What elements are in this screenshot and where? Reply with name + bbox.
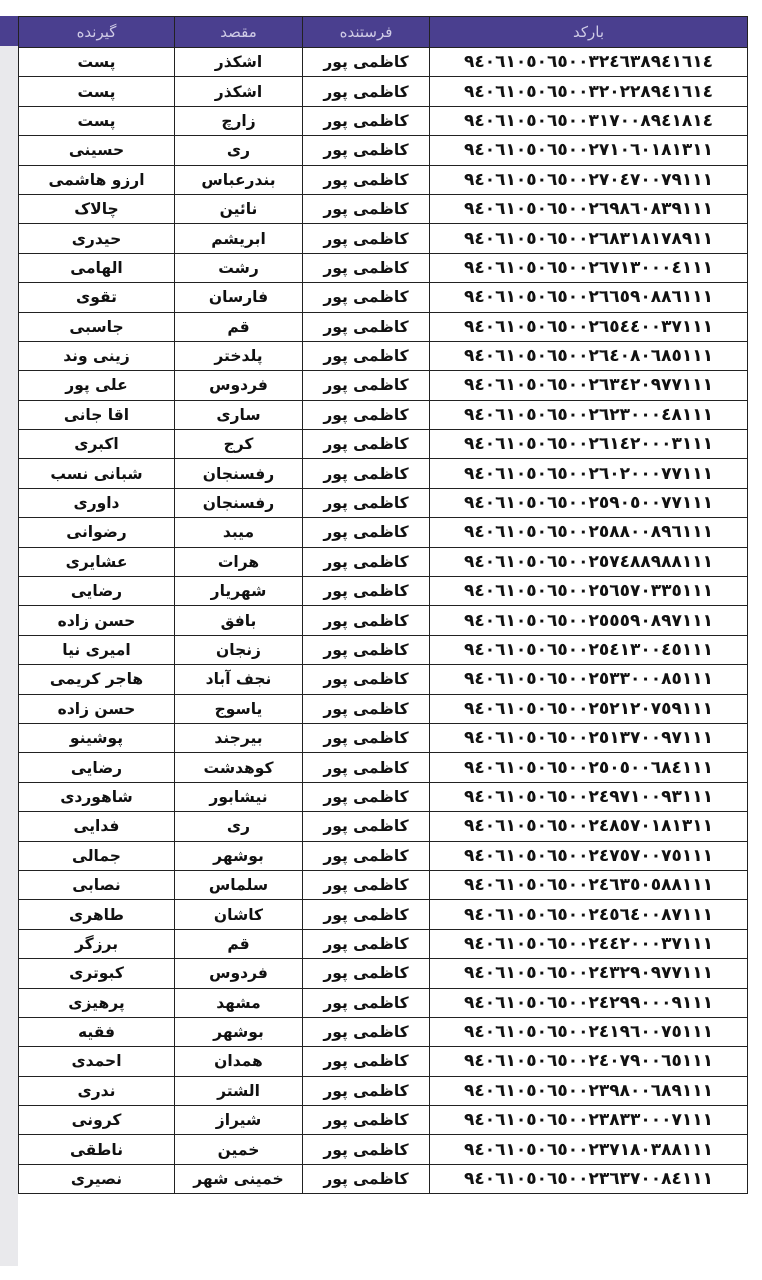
receiver-cell: امیری نیا [19, 635, 175, 664]
receiver-cell: عشایری [19, 547, 175, 576]
table-row [19, 635, 748, 664]
header-row [19, 17, 748, 48]
barcode-cell: ٩٤٠٦١٠٥٠٦٥٠٠٢٥٨٨٠٠٨٩٦١١١ [430, 518, 748, 547]
destination-cell: سلماس [175, 870, 303, 899]
table-row [19, 547, 748, 576]
sender-cell: کاظمی پور [303, 48, 430, 77]
receiver-cell: علی پور [19, 371, 175, 400]
receiver-cell: فقیه [19, 1017, 175, 1046]
barcode-cell: ٩٤٠٦١٠٥٠٦٥٠٠٢٣٨٣٣٠٠٠٧١١١ [430, 1106, 748, 1135]
receiver-cell: هاجر کریمی [19, 665, 175, 694]
receiver-cell: طاهری [19, 900, 175, 929]
table-row [19, 753, 748, 782]
barcode-cell: ٩٤٠٦١٠٥٠٦٥٠٠٢٣٧١٨٠٣٨٨١١١ [430, 1135, 748, 1164]
destination-cell: قم [175, 312, 303, 341]
receiver-cell: شاهوردی [19, 782, 175, 811]
sender-cell: کاظمی پور [303, 606, 430, 635]
page-edge-strip [0, 16, 18, 1266]
receiver-cell: تقوی [19, 283, 175, 312]
destination-cell: ساری [175, 400, 303, 429]
sender-cell: کاظمی پور [303, 136, 430, 165]
destination-cell: کاشان [175, 900, 303, 929]
receiver-cell: حسن زاده [19, 694, 175, 723]
barcode-cell: ٩٤٠٦١٠٥٠٦٥٠٠٣٢٤٦٣٨٩٤١٦١٤ [430, 48, 748, 77]
table-row [19, 841, 748, 870]
sender-cell: کاظمی پور [303, 841, 430, 870]
destination-cell: شیراز [175, 1106, 303, 1135]
receiver-cell: اکبری [19, 430, 175, 459]
table-row [19, 224, 748, 253]
sender-cell: کاظمی پور [303, 430, 430, 459]
sender-cell: کاظمی پور [303, 1106, 430, 1135]
receiver-cell: رضایی [19, 753, 175, 782]
table-row [19, 606, 748, 635]
barcode-cell: ٩٤٠٦١٠٥٠٦٥٠٠٢٦٩٨٦٠٨٣٩١١١ [430, 194, 748, 223]
table-row [19, 518, 748, 547]
barcode-cell: ٩٤٠٦١٠٥٠٦٥٠٠٢٤٢٩٩٠٠٠٩١١١ [430, 988, 748, 1017]
barcode-cell: ٩٤٠٦١٠٥٠٦٥٠٠٢٤٨٥٧٠١٨١٣١١ [430, 812, 748, 841]
destination-cell: نیشابور [175, 782, 303, 811]
barcode-cell: ٩٤٠٦١٠٥٠٦٥٠٠٢٤١٩٦٠٠٧٥١١١ [430, 1017, 748, 1046]
destination-cell: همدان [175, 1047, 303, 1076]
sender-cell: کاظمی پور [303, 812, 430, 841]
table-row [19, 694, 748, 723]
sender-cell: کاظمی پور [303, 253, 430, 282]
receiver-cell: پرهیزی [19, 988, 175, 1017]
destination-cell: بیرجند [175, 723, 303, 752]
receiver-cell: پست [19, 48, 175, 77]
table-row [19, 165, 748, 194]
barcode-cell: ٩٤٠٦١٠٥٠٦٥٠٠٣١٧٠٠٨٩٤١٨١٤ [430, 106, 748, 135]
sender-cell: کاظمی پور [303, 1135, 430, 1164]
destination-cell: فارسان [175, 283, 303, 312]
destination-cell: شهریار [175, 577, 303, 606]
sender-cell: کاظمی پور [303, 283, 430, 312]
receiver-cell: پست [19, 106, 175, 135]
receiver-cell: حسینی [19, 136, 175, 165]
sender-cell: کاظمی پور [303, 577, 430, 606]
barcode-cell: ٩٤٠٦١٠٥٠٦٥٠٠٢٣٩٨٠٠٦٨٩١١١ [430, 1076, 748, 1105]
receiver-cell: ندری [19, 1076, 175, 1105]
destination-cell: الشتر [175, 1076, 303, 1105]
barcode-cell: ٩٤٠٦١٠٥٠٦٥٠٠٢٥٩٠٥٠٠٧٧١١١ [430, 488, 748, 517]
barcode-cell: ٩٤٠٦١٠٥٠٦٥٠٠٢٥٢١٢٠٧٥٩١١١ [430, 694, 748, 723]
barcode-cell: ٩٤٠٦١٠٥٠٦٥٠٠٢٤٤٢٠٠٠٣٧١١١ [430, 929, 748, 958]
destination-cell: زنجان [175, 635, 303, 664]
receiver-cell: حیدری [19, 224, 175, 253]
destination-cell: ابریشم [175, 224, 303, 253]
barcode-cell: ٩٤٠٦١٠٥٠٦٥٠٠٢٧٠٤٧٠٠٧٩١١١ [430, 165, 748, 194]
barcode-cell: ٩٤٠٦١٠٥٠٦٥٠٠٢٥١٣٧٠٠٩٧١١١ [430, 723, 748, 752]
receiver-cell: برزگر [19, 929, 175, 958]
destination-cell: کوهدشت [175, 753, 303, 782]
sender-cell: کاظمی پور [303, 518, 430, 547]
destination-cell: بوشهر [175, 1017, 303, 1046]
barcode-cell: ٩٤٠٦١٠٥٠٦٥٠٠٢٥٦٥٧٠٣٣٥١١١ [430, 577, 748, 606]
receiver-cell: ناطقی [19, 1135, 175, 1164]
sender-cell: کاظمی پور [303, 488, 430, 517]
sender-cell: کاظمی پور [303, 106, 430, 135]
barcode-cell: ٩٤٠٦١٠٥٠٦٥٠٠٢٥٥٥٩٠٨٩٧١١١ [430, 606, 748, 635]
table-row [19, 400, 748, 429]
barcode-cell: ٩٤٠٦١٠٥٠٦٥٠٠٢٦٥٤٤٠٠٣٧١١١ [430, 312, 748, 341]
barcode-cell: ٩٤٠٦١٠٥٠٦٥٠٠٢٦٠٢٠٠٠٧٧١١١ [430, 459, 748, 488]
shipment-table-container [19, 16, 748, 1194]
barcode-cell: ٩٤٠٦١٠٥٠٦٥٠٠٢٦٢٣٠٠٠٤٨١١١ [430, 400, 748, 429]
table-row [19, 1164, 748, 1193]
barcode-cell: ٩٤٠٦١٠٥٠٦٥٠٠٣٢٠٢٢٨٩٤١٦١٤ [430, 77, 748, 106]
receiver-cell: الهامی [19, 253, 175, 282]
receiver-cell: چالاک [19, 194, 175, 223]
table-row [19, 812, 748, 841]
table-row [19, 900, 748, 929]
table-row [19, 988, 748, 1017]
receiver-cell: پوشینو [19, 723, 175, 752]
sender-cell: کاظمی پور [303, 753, 430, 782]
destination-cell: بندرعباس [175, 165, 303, 194]
destination-cell: زارچ [175, 106, 303, 135]
sender-cell: کاظمی پور [303, 635, 430, 664]
receiver-cell: نصیری [19, 1164, 175, 1193]
table-header [19, 17, 748, 48]
header-accent-strip [0, 16, 18, 46]
receiver-cell: جمالی [19, 841, 175, 870]
destination-cell: اشکذر [175, 77, 303, 106]
barcode-cell: ٩٤٠٦١٠٥٠٦٥٠٠٢٦٣٤٢٠٩٧٧١١١ [430, 371, 748, 400]
table-row [19, 488, 748, 517]
destination-cell: نجف آباد [175, 665, 303, 694]
barcode-cell: ٩٤٠٦١٠٥٠٦٥٠٠٢٥٧٤٨٨٩٨٨١١١ [430, 547, 748, 576]
sender-cell: کاظمی پور [303, 77, 430, 106]
destination-cell: نائین [175, 194, 303, 223]
destination-cell: فردوس [175, 959, 303, 988]
sender-cell: کاظمی پور [303, 341, 430, 370]
shipment-table [18, 16, 748, 1194]
barcode-cell: ٩٤٠٦١٠٥٠٦٥٠٠٢٦١٤٢٠٠٠٣١١١ [430, 430, 748, 459]
sender-cell: کاظمی پور [303, 959, 430, 988]
destination-cell: ری [175, 812, 303, 841]
sender-cell: کاظمی پور [303, 900, 430, 929]
table-row [19, 77, 748, 106]
receiver-cell: زینی وند [19, 341, 175, 370]
receiver-cell: جاسبی [19, 312, 175, 341]
sender-cell: کاظمی پور [303, 665, 430, 694]
header-sender: فرستنده [303, 17, 430, 48]
sender-cell: کاظمی پور [303, 165, 430, 194]
sender-cell: کاظمی پور [303, 547, 430, 576]
table-row [19, 1106, 748, 1135]
destination-cell: بوشهر [175, 841, 303, 870]
barcode-cell: ٩٤٠٦١٠٥٠٦٥٠٠٢٦٦٥٩٠٨٨٦١١١ [430, 283, 748, 312]
table-row [19, 194, 748, 223]
destination-cell: خمین [175, 1135, 303, 1164]
barcode-cell: ٩٤٠٦١٠٥٠٦٥٠٠٢٤٧٥٧٠٠٧٥١١١ [430, 841, 748, 870]
destination-cell: خمینی شهر [175, 1164, 303, 1193]
table-row [19, 430, 748, 459]
receiver-cell: احمدی [19, 1047, 175, 1076]
destination-cell: رفسنجان [175, 488, 303, 517]
sender-cell: کاظمی پور [303, 459, 430, 488]
receiver-cell: کرونی [19, 1106, 175, 1135]
destination-cell: قم [175, 929, 303, 958]
table-row [19, 723, 748, 752]
receiver-cell: نصابی [19, 870, 175, 899]
destination-cell: مشهد [175, 988, 303, 1017]
sender-cell: کاظمی پور [303, 988, 430, 1017]
table-row [19, 371, 748, 400]
receiver-cell: داوری [19, 488, 175, 517]
barcode-cell: ٩٤٠٦١٠٥٠٦٥٠٠٢٧١٠٦٠١٨١٣١١ [430, 136, 748, 165]
table-row [19, 106, 748, 135]
sender-cell: کاظمی پور [303, 312, 430, 341]
sender-cell: کاظمی پور [303, 929, 430, 958]
table-row [19, 283, 748, 312]
header-receiver: گیرنده [19, 17, 175, 48]
receiver-cell: رضایی [19, 577, 175, 606]
sender-cell: کاظمی پور [303, 224, 430, 253]
destination-cell: یاسوج [175, 694, 303, 723]
barcode-cell: ٩٤٠٦١٠٥٠٦٥٠٠٢٦٤٠٨٠٦٨٥١١١ [430, 341, 748, 370]
receiver-cell: شبانی نسب [19, 459, 175, 488]
destination-cell: کرج [175, 430, 303, 459]
destination-cell: بافق [175, 606, 303, 635]
barcode-cell: ٩٤٠٦١٠٥٠٦٥٠٠٢٤٥٦٤٠٠٨٧١١١ [430, 900, 748, 929]
table-row [19, 1135, 748, 1164]
receiver-cell: کبوتری [19, 959, 175, 988]
destination-cell: رفسنجان [175, 459, 303, 488]
table-row [19, 341, 748, 370]
sender-cell: کاظمی پور [303, 194, 430, 223]
barcode-cell: ٩٤٠٦١٠٥٠٦٥٠٠٢٤٩٧١٠٠٩٣١١١ [430, 782, 748, 811]
barcode-cell: ٩٤٠٦١٠٥٠٦٥٠٠٢٣٦٣٧٠٠٨٤١١١ [430, 1164, 748, 1193]
table-row [19, 577, 748, 606]
barcode-cell: ٩٤٠٦١٠٥٠٦٥٠٠٢٥٣٣٠٠٠٨٥١١١ [430, 665, 748, 694]
destination-cell: رشت [175, 253, 303, 282]
destination-cell: فردوس [175, 371, 303, 400]
sender-cell: کاظمی پور [303, 400, 430, 429]
destination-cell: پلدختر [175, 341, 303, 370]
sender-cell: کاظمی پور [303, 694, 430, 723]
destination-cell: میبد [175, 518, 303, 547]
receiver-cell: رضوانی [19, 518, 175, 547]
barcode-cell: ٩٤٠٦١٠٥٠٦٥٠٠٢٦٧١٣٠٠٠٤١١١ [430, 253, 748, 282]
barcode-cell: ٩٤٠٦١٠٥٠٦٥٠٠٢٥٤١٣٠٠٤٥١١١ [430, 635, 748, 664]
sender-cell: کاظمی پور [303, 870, 430, 899]
sender-cell: کاظمی پور [303, 1076, 430, 1105]
table-row [19, 782, 748, 811]
destination-cell: ری [175, 136, 303, 165]
destination-cell: اشکذر [175, 48, 303, 77]
header-destination: مقصد [175, 17, 303, 48]
receiver-cell: حسن زاده [19, 606, 175, 635]
table-row [19, 665, 748, 694]
sender-cell: کاظمی پور [303, 1047, 430, 1076]
barcode-cell: ٩٤٠٦١٠٥٠٦٥٠٠٢٥٠٥٠٠٦٨٤١١١ [430, 753, 748, 782]
receiver-cell: پست [19, 77, 175, 106]
table-row [19, 253, 748, 282]
barcode-cell: ٩٤٠٦١٠٥٠٦٥٠٠٢٤٦٣٥٠٥٨٨١١١ [430, 870, 748, 899]
table-row [19, 312, 748, 341]
receiver-cell: اقا جانی [19, 400, 175, 429]
header-barcode: بارکد [430, 17, 748, 48]
table-row [19, 136, 748, 165]
table-row [19, 959, 748, 988]
table-row [19, 48, 748, 77]
table-row [19, 1047, 748, 1076]
sender-cell: کاظمی پور [303, 782, 430, 811]
barcode-cell: ٩٤٠٦١٠٥٠٦٥٠٠٢٤٣٢٩٠٩٧٧١١١ [430, 959, 748, 988]
table-row [19, 1076, 748, 1105]
sender-cell: کاظمی پور [303, 1164, 430, 1193]
table-row [19, 459, 748, 488]
receiver-cell: ارزو هاشمی [19, 165, 175, 194]
receiver-cell: فدایی [19, 812, 175, 841]
table-row [19, 929, 748, 958]
sender-cell: کاظمی پور [303, 1017, 430, 1046]
barcode-cell: ٩٤٠٦١٠٥٠٦٥٠٠٢٦٨٣١٨١٧٨٩١١ [430, 224, 748, 253]
table-body [19, 48, 748, 1194]
sender-cell: کاظمی پور [303, 723, 430, 752]
sender-cell: کاظمی پور [303, 371, 430, 400]
table-row [19, 1017, 748, 1046]
table-row [19, 870, 748, 899]
destination-cell: هرات [175, 547, 303, 576]
barcode-cell: ٩٤٠٦١٠٥٠٦٥٠٠٢٤٠٧٩٠٠٦٥١١١ [430, 1047, 748, 1076]
